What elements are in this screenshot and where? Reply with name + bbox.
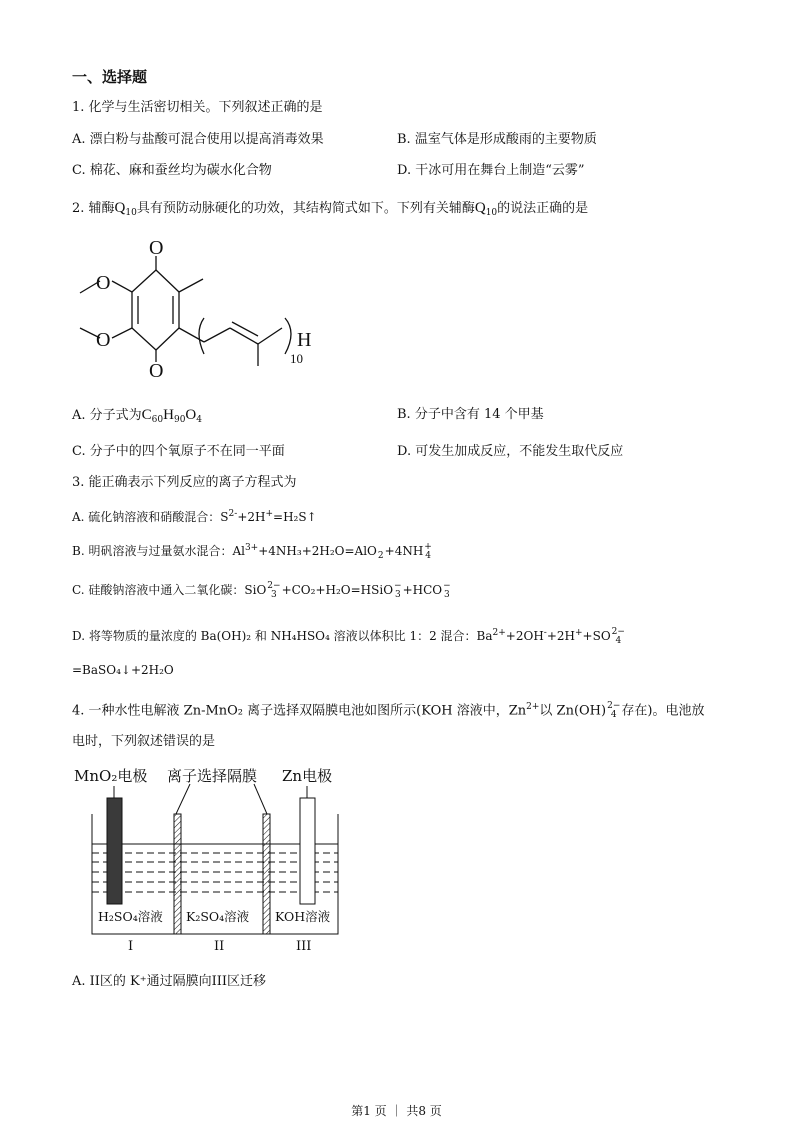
q4-stem-sup: 2+ [526,702,540,712]
mno2-electrode [107,798,122,904]
q2-a-o: O [185,407,197,423]
q3-c-frac2-top: − [394,580,402,591]
zone-1-label: I [128,939,134,954]
q4-stem-2: 以 Zn(OH) [539,703,607,719]
q3-b-mid2: +4NH [384,544,424,558]
q4-stem-frac-top: 2− [607,700,621,711]
label-ion-membrane: 离子选择隔膜 [167,767,258,785]
struct-oxygen-top: O [149,237,164,259]
question-3-option-d [72,624,626,646]
q2-a-c: C [141,407,152,423]
q2-q-sub: 10 [125,208,137,218]
question-3-stem: 3. 能正确表示下列反应的离子方程式为 [72,475,297,490]
q3-b-frac1 [378,543,384,561]
q3-c-frac2 [394,582,402,600]
question-2-stem [72,199,588,222]
q3-d-mid: +2OH [505,629,544,643]
q2-stem-part2: 具有预防动脉硬化的功效，其结构简式如下。下列有关辅酶 [136,201,475,216]
q3-a-end: =H₂S↑ [273,510,317,524]
question-2-option-b: B. 分子中含有 14 个甲基 [397,407,544,422]
q3-d-sup3: + [575,628,583,638]
q4-stem-frac [607,702,620,720]
q3-a-pre: A. 硫化钠溶液和硝酸混合：S [72,510,229,524]
q3-b-frac2 [424,543,432,561]
question-3-option-a [72,505,317,526]
label-zn-electrode: Zn电极 [282,767,333,785]
q3-d-frac-bot: 4 [615,635,622,646]
q2-stem-part3: 的说法正确的是 [497,201,589,216]
q2-a-prefix: A. 分子式为 [72,408,142,423]
q3-c-frac1-top: 2− [267,580,281,591]
question-4-stem [72,698,704,720]
q3-b-mid: +4NH₃+2H₂O=AlO [258,544,377,558]
q3-c-mid2: +HCO [402,583,443,597]
q3-c-frac3-top: − [443,580,451,591]
membrane-right [263,814,270,934]
q2-q-letter-2: Q [474,200,486,216]
q3-c-pre: C. 硅酸钠溶液中通入二氧化碳：SiO [72,583,267,597]
page-footer: 第1 页 ｜ 共8 页 [351,1104,442,1118]
struct-oxygen-left2: O [96,329,111,351]
q4-stem-frac-bot: 4 [610,709,617,720]
q2-a-h: H [163,407,174,423]
q3-a-post: +2H [237,510,266,524]
question-1-option-c: C. 棉花、麻和蚕丝均为碳水化合物 [72,163,272,178]
q3-d-frac [612,628,625,646]
label-koh-solution: KOH溶液 [275,909,331,924]
label-mno2-electrode: MnO₂电极 [74,767,148,785]
label-k2so4-solution: K₂SO₄溶液 [186,909,250,924]
question-3-option-b [72,539,433,561]
q3-d-frac-top: 2− [611,626,625,637]
coenzyme-q10-structure [70,232,340,382]
question-3-option-c [72,581,452,600]
q3-c-frac3-bot: 3 [444,589,450,600]
q2-q-letter: Q [114,200,126,216]
q2-a-c-sub: 60 [151,415,164,425]
question-4-option-a: A. II区的 K⁺通过隔膜向III区迁移 [72,974,267,989]
zone-3-label: III [296,939,312,954]
q3-d-mid2: +2H [546,629,575,643]
q3-b-sup: 3+ [244,543,259,553]
label-h2so4-solution: H₂SO₄溶液 [98,909,163,924]
struct-repeat-count: 10 [290,351,303,366]
q3-b-frac2-top: + [424,541,432,552]
question-2-option-d: D. 可发生加成反应，不能发生取代反应 [397,444,624,459]
question-4-stem-line2: 电时，下列叙述错误的是 [72,734,216,749]
q3-b-pre: B. 明矾溶液与过量氨水混合：Al [72,544,245,558]
question-1-option-d: D. 干冰可用在舞台上制造“云雾” [397,163,585,178]
struct-oxygen-left1: O [96,272,111,294]
q3-d-mid3: +SO [582,629,611,643]
q3-c-frac1-bot: 3 [271,589,277,600]
question-2-option-a [72,406,202,429]
question-1-stem: 1. 化学与生活密切相关。下列叙述正确的是 [72,100,323,115]
question-3-option-d-line2: =BaSO₄↓+2H₂O [72,663,174,677]
q3-b-frac2-bot: 4 [425,550,431,561]
zn-electrode [300,798,315,904]
struct-oxygen-bottom: O [149,360,164,382]
q2-stem-part1: 2. 辅酶 [72,201,115,216]
q3-a-sup: 2- [228,509,238,519]
section-title: 一、选择题 [72,68,148,86]
q3-d-sup1: 2+ [492,628,506,638]
q4-stem-3: 存在)。电池放 [621,703,705,719]
q3-c-mid: +CO₂+H₂O=HSiO [281,583,394,597]
struct-hydrogen: H [297,329,312,351]
q3-b-frac1-bot: 2 [377,550,384,561]
q4-stem-1: 4. 一种水性电解液 Zn-MnO₂ 离子选择双隔膜电池如图所示(KOH 溶液中，Zn [72,703,527,719]
question-1-option-b: B. 温室气体是形成酸雨的主要物质 [397,132,597,147]
q2-a-o-sub: 4 [196,415,202,425]
q3-c-frac2-bot: 3 [394,589,401,600]
question-2-option-c: C. 分子中的四个氧原子不在同一平面 [72,444,285,459]
q3-c-frac3 [443,582,451,600]
battery-diagram [70,762,370,958]
q2-q-sub-2: 10 [485,208,498,218]
membrane-left [174,814,181,934]
q2-a-h-sub: 90 [173,415,186,425]
question-1-option-a: A. 漂白粉与盐酸可混合使用以提高消毒效果 [72,132,324,147]
q3-d-sup2: - [543,628,547,638]
q3-a-plus: + [265,509,274,519]
zone-2-label: II [214,939,225,954]
q3-c-frac1 [267,582,280,600]
q3-d-pre: D. 将等物质的量浓度的 Ba(OH)₂ 和 NH₄HSO₄ 溶液以体积比 1：2 混合：Ba [72,629,493,643]
